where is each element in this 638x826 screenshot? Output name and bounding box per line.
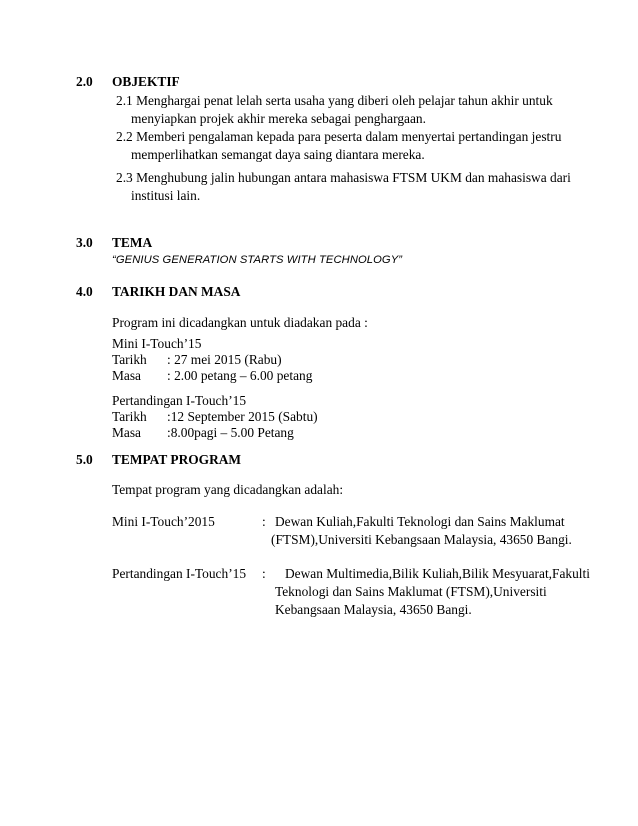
section-title-tarikh: TARIKH DAN MASA [112,284,241,299]
event-time-value-pertandingan: :8.00pagi – 5.00 Petang [167,425,294,440]
section-number-tempat: 5.0 [76,452,93,467]
objective-2-2-line2: memperlihatkan semangat daya saing diantara mereka. [131,147,425,162]
theme-text: “GENIUS GENERATION STARTS WITH TECHNOLOGY” [112,254,403,266]
tempat-intro: Tempat program yang dicadangkan adalah: [112,482,344,497]
venue-colon-mini: : [262,514,266,529]
venue-line-pertandingan-1: Dewan Multimedia,Bilik Kuliah,Bilik Mesyuarat,Fakulti [285,566,590,581]
section-title-tempat: TEMPAT PROGRAM [112,452,242,467]
section-title-tema: TEMA [112,235,153,250]
tarikh-intro: Program ini dicadangkan untuk diadakan pada : [112,315,368,330]
objective-2-3-line2: institusi lain. [131,188,201,203]
objective-2-2-line1: 2.2 Memberi pengalaman kepada para peserta dalam menyertai pertandingan jestru [116,129,562,144]
event-name-mini: Mini I-Touch’15 [112,336,202,351]
section-title-objektif: OBJEKTIF [112,74,180,89]
section-number-objektif: 2.0 [76,74,93,89]
event-date-label-mini: Tarikh [112,352,147,367]
objective-2-3-line1: 2.3 Menghubung jalin hubungan antara mahasiswa FTSM UKM dan mahasiswa dari [116,170,571,185]
venue-line-mini-2: (FTSM),Universiti Kebangsaan Malaysia, 43650 Bangi. [271,532,572,547]
objective-2-1-line2: menyiapkan projek akhir mereka sebagai penghargaan. [131,111,426,126]
event-date-value-mini: : 27 mei 2015 (Rabu) [167,352,282,367]
section-number-tema: 3.0 [76,235,93,250]
objective-2-1-line1: 2.1 Menghargai penat lelah serta usaha yang diberi oleh pelajar tahun akhir untuk [116,93,553,108]
venue-line-pertandingan-2: Teknologi dan Sains Maklumat (FTSM),Universiti [275,584,547,599]
venue-name-mini: Mini I-Touch’2015 [112,514,215,529]
event-time-label-pertandingan: Masa [112,425,142,440]
venue-name-pertandingan: Pertandingan I-Touch’15 [112,566,247,581]
event-date-label-pertandingan: Tarikh [112,409,147,424]
event-time-value-mini: : 2.00 petang – 6.00 petang [167,368,313,383]
event-name-pertandingan: Pertandingan I-Touch’15 [112,393,247,408]
venue-colon-pertandingan: : [262,566,266,581]
event-time-label-mini: Masa [112,368,142,383]
venue-line-pertandingan-3: Kebangsaan Malaysia, 43650 Bangi. [275,602,472,617]
section-number-tarikh: 4.0 [76,284,93,299]
venue-line-mini-1: Dewan Kuliah,Fakulti Teknologi dan Sains Maklumat [275,514,565,529]
event-date-value-pertandingan: :12 September 2015 (Sabtu) [167,409,318,424]
